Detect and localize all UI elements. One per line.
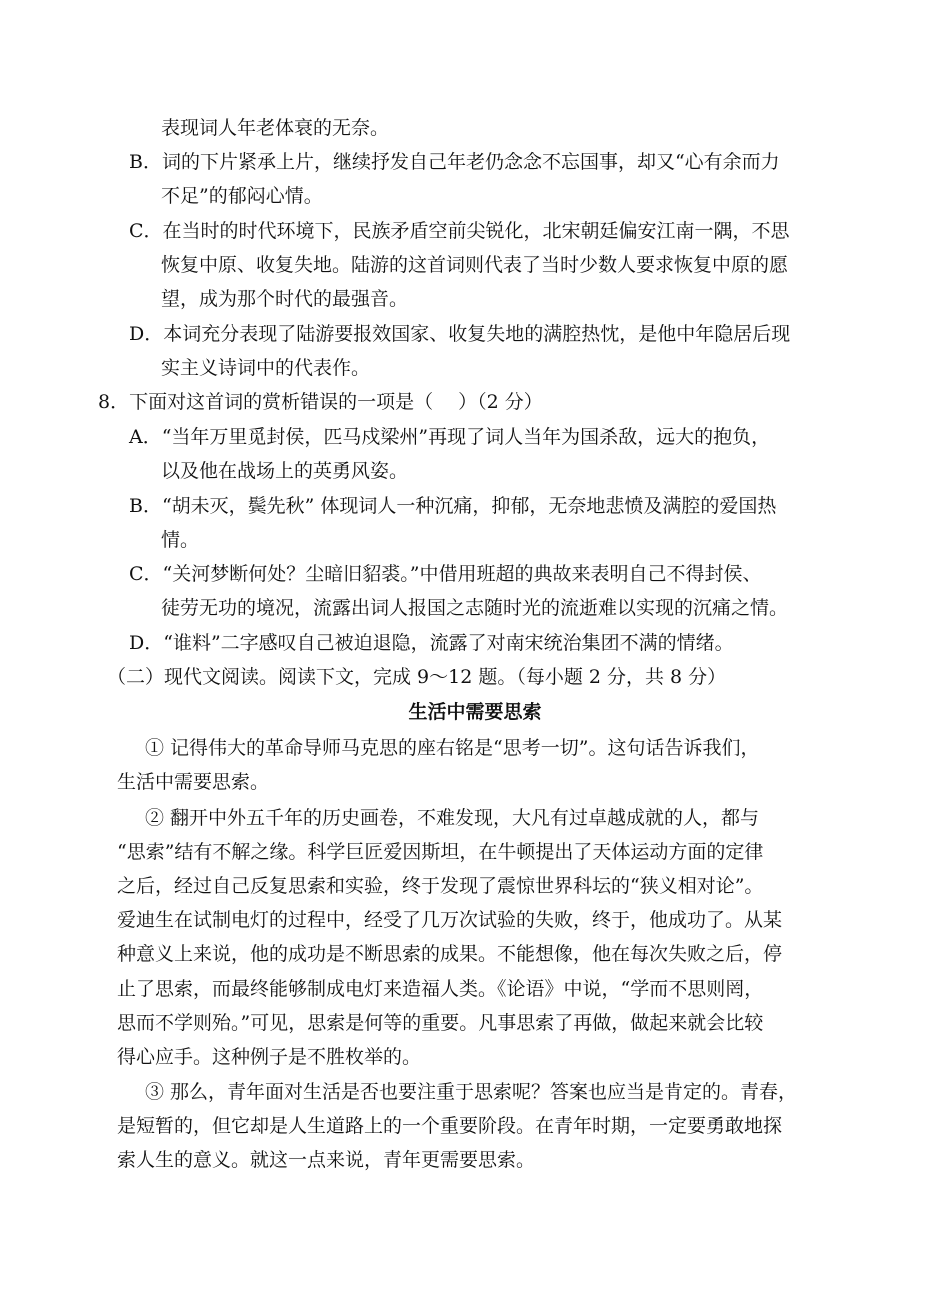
section-header: （二）现代文阅读。阅读下文，完成 9～12 题。（每小题 2 分，共 8 分） — [107, 666, 727, 688]
paragraph-3-line3: 索人生的意义。就这一点来说，青年更需要思索。 — [117, 1149, 536, 1171]
paragraph-2-line2: “思索”结有不解之缘。科学巨匠爱因斯坦，在牛顿提出了天体运动方面的定律 — [117, 841, 764, 863]
paragraph-1-line2: 生活中需要思索。 — [117, 771, 270, 793]
paragraph-2-line5: 种意义上来说，他的成功是不断思索的成果。不能想像，他在每次失败之后，停 — [117, 943, 783, 965]
q8-option-a: A．“当年万里觅封侯，匹马戍梁州”再现了词人当年为国杀敌，远大的抱负， — [129, 426, 771, 448]
q7-option-d-line2: 实主义诗词中的代表作。 — [161, 357, 371, 379]
q7-option-c-line2: 恢复中原、收复失地。陆游的这首词则代表了当时少数人要求恢复中原的愿 — [161, 254, 789, 276]
paragraph-2: ② 翻开中外五千年的历史画卷，不难发现，大凡有过卓越成就的人，都与 — [145, 807, 760, 829]
q7-option-b-line2: 不足”的郁闷心情。 — [161, 185, 323, 207]
paragraph-2-line7: 思而不学则殆。”可见，思索是何等的重要。凡事思索了再做，做起来就会比较 — [117, 1012, 764, 1034]
passage-title: 生活中需要思索 — [408, 701, 542, 723]
paragraph-1: ① 记得伟大的革命导师马克思的座右铭是“思考一切”。这句话告诉我们， — [145, 737, 760, 759]
paragraph-3: ③ 那么，青年面对生活是否也要注重于思索呢？答案也应当是肯定的。青春， — [145, 1081, 798, 1103]
q7-option-b: B．词的下片紧承上片，继续抒发自己年老仍念念不忘国事，却又“心有余而力 — [129, 151, 780, 173]
paragraph-3-line2: 是短暂的，但它却是人生道路上的一个重要阶段。在青年时期，一定要勇敢地探 — [117, 1115, 783, 1137]
q7-option-d: D．本词充分表现了陆游要报效国家、收复失地的满腔热忱，是他中年隐居后现 — [129, 323, 791, 345]
paragraph-2-line4: 爱迪生在试制电灯的过程中，经受了几万次试验的失败，终于，他成功了。从某 — [117, 909, 783, 931]
q7-option-c-line3: 望，成为那个时代的最强音。 — [161, 288, 409, 310]
q7-option-c: C．在当时的时代环境下，民族矛盾空前尖锐化，北宋朝廷偏安江南一隅，不思 — [129, 220, 790, 242]
q7-option-a-continuation: 表现词人年老体衰的无奈。 — [161, 117, 390, 139]
q8-option-b-line2: 情。 — [161, 529, 200, 551]
q8-stem: 8．下面对这首词的赏析错误的一项是（ ）（2 分） — [98, 391, 543, 413]
q8-option-c-line2: 徒劳无功的境况，流露出词人报国之志随时光的流逝难以实现的沉痛之情。 — [161, 597, 789, 619]
q8-option-c: C．“关河梦断何处？尘暗旧貂裘。”中借用班超的典故来表明自己不得封侯、 — [129, 563, 762, 585]
q8-option-d: D．“谁料”二字感叹自己被迫退隐，流露了对南宋统治集团不满的情绪。 — [129, 632, 734, 654]
q8-option-a-line2: 以及他在战场上的英勇风姿。 — [161, 460, 409, 482]
paragraph-2-line6: 止了思索，而最终能够制成电灯来造福人类。《论语》中说，“学而不思则罔， — [117, 978, 764, 1000]
q8-option-b: B．“胡未灭，鬓先秋” 体现词人一种沉痛，抑郁，无奈地悲愤及满腔的爱国热 — [129, 495, 777, 517]
paragraph-2-line3: 之后，经过自己反复思索和实验，终于发现了震惊世界科坛的“狭义相对论”。 — [117, 875, 764, 897]
paragraph-2-line8: 得心应手。这种例子是不胜枚举的。 — [117, 1046, 422, 1068]
